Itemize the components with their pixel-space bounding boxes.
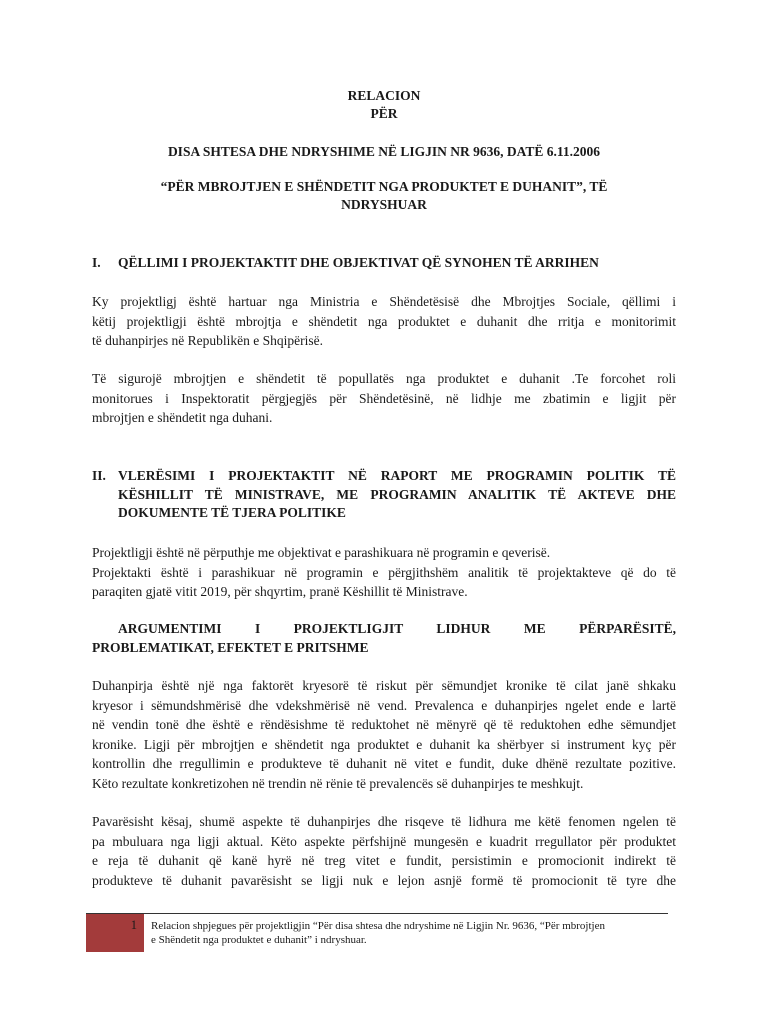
page-number-box <box>86 914 144 952</box>
paragraph-line: mbrojtjen e shëndetit nga duhani. <box>92 410 273 425</box>
paragraph-line: Projektakti është i parashikuar në programin e përgjithshëm analitik të projektakteve që do të <box>92 564 676 580</box>
heading-line: KËSHILLIT TË MINISTRAVE, ME PROGRAMIN ANALITIK TË AKTEVE DHE <box>118 486 676 502</box>
paragraph-line: në vendin tonë dhe është e rëndësishme të reduktohet në mënyrë që të reduktohen edhe sëmundjet <box>92 717 676 732</box>
paragraph-line: kontrollin dhe rregullimin e produkteve të duhanit në vitet e fundit, duke dhënë rezultate pozitive. <box>92 756 676 771</box>
paragraph-line: Duhanpirja është një nga faktorët kryesorë të riskut për sëmundjet kronike të cilat janë shkaku <box>92 678 676 693</box>
section2-number: II. <box>92 468 106 483</box>
paragraph-line: Këto rezultate konkretizohen në trendin në rënie të prevalencës së duhanpirjes te meshkujt. <box>92 775 584 791</box>
section3-heading <box>92 620 676 657</box>
paragraph-line: kryesor i sëmundshmërisë dhe vdekshmërisë në vend. Prevalenca e duhanpirjes ngelet ende e lartë <box>92 697 676 713</box>
paragraph-line: kronike. Ligji për mbrojtjen e shëndetit nga produktet e duhanit ka shërbyer si instrument kyç për <box>92 736 676 752</box>
paragraph-line: Të sigurojë mbrojtjen e shëndetit të popullatës nga produktet e duhanit .Te forcohet roli <box>92 371 676 386</box>
paragraph-line: e reja të duhanit që kanë hyrë në treg vitet e fundit, persistimin e promocionit indirekt të <box>92 853 676 868</box>
paragraph-line: këtij projektligji është mbrojtja e shëndetit nga produktet e duhanit dhe rritja e monitorimit <box>92 313 676 329</box>
paragraph-line: paraqiten gjatë vitit 2019, për shqyrtim, pranë Këshillit të Ministrave. <box>92 584 468 599</box>
section3-paragraph2 <box>92 812 676 890</box>
page-number: 1 <box>130 918 137 932</box>
section1-paragraph1 <box>92 292 676 351</box>
section1-heading <box>92 254 676 273</box>
section2-paragraph1 <box>92 543 676 602</box>
paragraph-line: Ky projektligj është hartuar nga Ministria e Shëndetësisë dhe Mbrojtjes Sociale, qëllimi i <box>92 294 676 309</box>
paragraph-line: produkteve të duhanit pavarësisht se ligji nuk e lejon asnjë formë të promocionit të tyre dhe <box>92 872 676 888</box>
paragraph-line: të duhanpirjes në Republikën e Shqipërisë. <box>92 333 323 348</box>
paragraph-line: Pavarësisht kësaj, shumë aspekte të duhanpirjes dhe risqeve të lidhura me këtë fenomen ngelen të <box>92 814 676 829</box>
heading-line: ARGUMENTIMI I PROJEKTLIGJIT LIDHUR ME PËRPARËSITË, <box>118 621 676 636</box>
paragraph-line: monitorues i Inspektoratit përgjegjës për Shëndetësinë, në lidhje me zbatimin e ligjit për <box>92 390 676 406</box>
footer-note-line1: Relacion shpjegues për projektligjin “Për disa shtesa dhe ndryshime në Ligjin Nr. 9636, “Për mbrojtjen <box>151 920 605 932</box>
doc-title-line3: DISA SHTESA DHE NDRYSHIME NË LIGJIN NR 9636, DATË 6.11.2006 <box>167 144 601 159</box>
footer-note-line2: e Shëndetit nga produktet e duhanit” i ndryshuar. <box>151 934 367 946</box>
paragraph-line: pa mbuluara nga ligji aktual. Këto aspekte përfshijnë mungesën e kuadrit rregullator për produktet <box>92 833 676 849</box>
section1-number: I. <box>92 255 101 270</box>
section2-title <box>118 467 676 523</box>
doc-title-line2: PËR <box>370 106 398 121</box>
heading-line: VLERËSIMI I PROJEKTAKTIT NË RAPORT ME PROGRAMIN POLITIK TË <box>118 468 676 483</box>
section1-title: QËLLIMI I PROJEKTAKTIT DHE OBJEKTIVAT QË SYNOHEN TË ARRIHEN <box>118 255 599 270</box>
section3-paragraph1 <box>92 676 676 793</box>
section2-heading <box>92 467 676 523</box>
doc-title-line4: “PËR MBROJTJEN E SHËNDETIT NGA PRODUKTET E DUHANIT”, TË <box>160 179 608 194</box>
footer-note <box>151 919 671 947</box>
heading-line: PROBLEMATIKAT, EFEKTET E PRITSHME <box>92 639 369 655</box>
doc-title-line5: NDRYSHUAR <box>341 197 427 212</box>
doc-title-line1: RELACION <box>347 88 421 103</box>
footer-divider <box>86 913 668 914</box>
heading-line: DOKUMENTE TË TJERA POLITIKE <box>118 505 346 520</box>
section1-paragraph2 <box>92 369 676 428</box>
paragraph-line: Projektligji është në përputhje me objektivat e parashikuara në programin e qeverisë. <box>92 545 551 560</box>
